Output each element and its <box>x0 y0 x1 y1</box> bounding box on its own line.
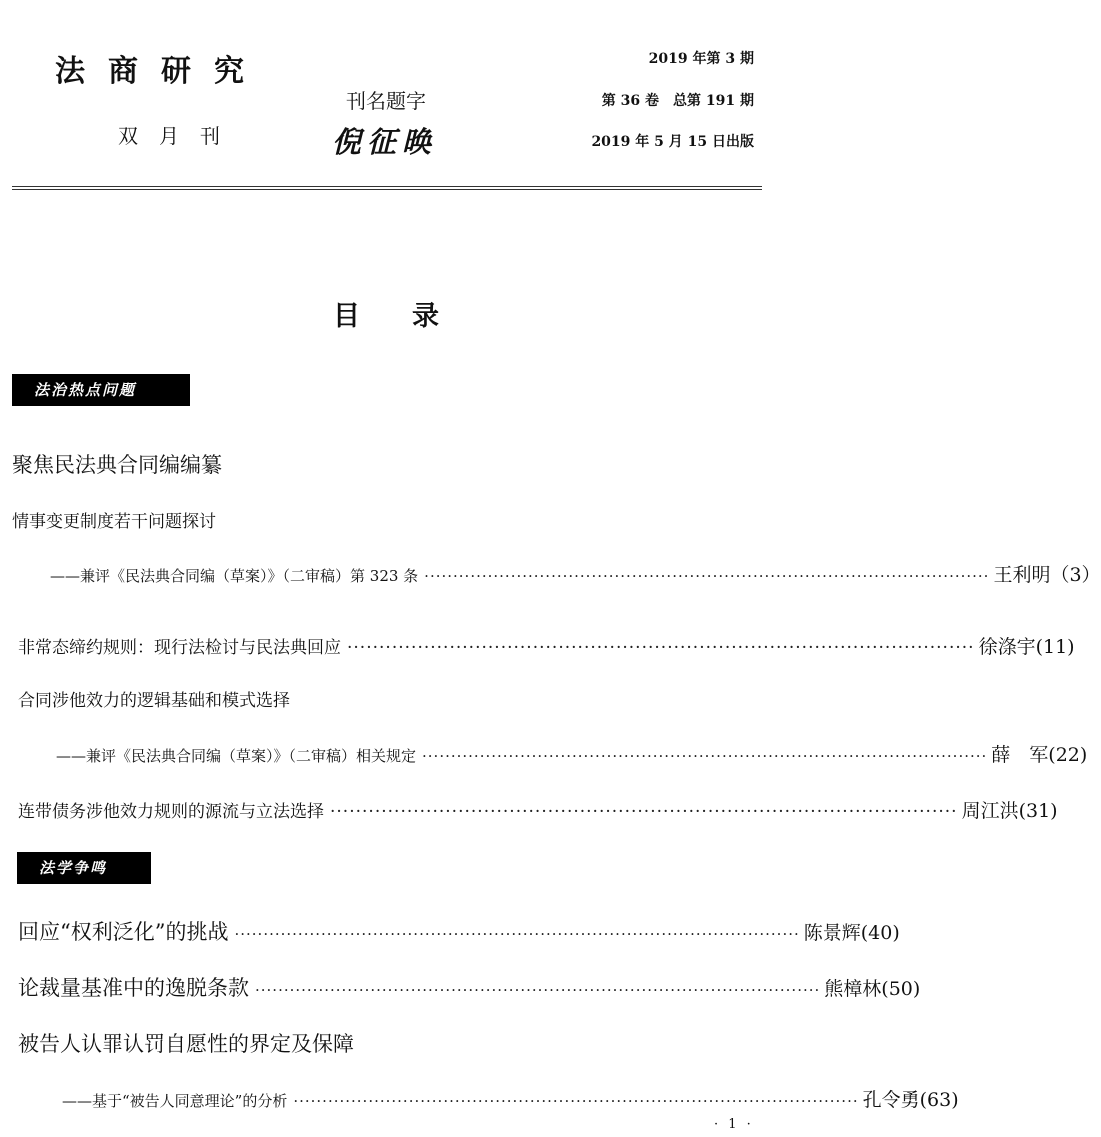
toc-entry[interactable] <box>50 560 1101 587</box>
page-number: · 1 · <box>714 1117 754 1132</box>
author-page: 周江洪(31) <box>961 800 1058 822</box>
toc-entry[interactable] <box>18 972 921 1002</box>
article-title: 回应“权利泛化”的挑战 <box>18 920 229 944</box>
article-title: 情事变更制度若干问题探讨 <box>12 512 216 532</box>
author-page: 王利明（3） <box>993 564 1101 586</box>
article-title: 被告人认罪认罚自愿性的界定及保障 <box>18 1032 354 1056</box>
author-page: 徐涤宇(11) <box>978 636 1075 658</box>
leader-dots: ·································································································· <box>330 802 958 822</box>
section-tag-hot-issues: 法治热点问题 <box>12 374 190 406</box>
author-page: 薛 军(22) <box>991 744 1088 766</box>
toc-entry[interactable] <box>18 632 1075 659</box>
masthead-rule-bottom <box>12 189 762 190</box>
volume-number: 第 36 卷 总第 191 期 <box>601 93 754 109</box>
article-subtitle: ——基于“被告人同意理论”的分析 <box>62 1092 288 1110</box>
toc-heading: 目录 <box>333 301 491 332</box>
article-title: 合同涉他效力的逻辑基础和模式选择 <box>18 691 290 711</box>
journal-name: 法商研究 <box>55 54 267 89</box>
article-subtitle: ——兼评《民法典合同编（草案）》（二审稿）相关规定 <box>56 747 417 765</box>
publish-date: 2019 年 5 月 15 日出版 <box>591 134 754 150</box>
toc-entry[interactable] <box>18 796 1058 823</box>
author-page: 孔令勇(63) <box>862 1089 959 1111</box>
article-title: 非常态缔约规则：现行法检讨与民法典回应 <box>18 638 341 658</box>
leader-dots: ·································································································· <box>422 747 988 765</box>
section-topic: 聚焦民法典合同编编纂 <box>12 453 222 477</box>
article-title: 连带债务涉他效力规则的源流与立法选择 <box>18 802 324 822</box>
toc-entry[interactable] <box>62 1085 959 1112</box>
toc-entry[interactable] <box>56 740 1088 767</box>
masthead-rule-top <box>12 186 762 187</box>
leader-dots: ·································································································· <box>293 1092 859 1110</box>
publication-frequency: 双月刊 <box>118 124 241 148</box>
article-subtitle: ——兼评《民法典合同编（草案）》（二审稿）第 323 条 <box>50 567 419 585</box>
issue-number: 2019 年第 3 期 <box>648 51 754 67</box>
author-page: 熊樟林(50) <box>824 978 921 1000</box>
article-title: 论裁量基准中的逸脱条款 <box>18 976 249 1000</box>
calligraphy-label: 刊名题字 <box>346 89 426 113</box>
leader-dots: ·································································································· <box>255 981 821 999</box>
leader-dots: ·································································································· <box>347 638 975 658</box>
leader-dots: ·································································································· <box>234 925 800 943</box>
toc-entry[interactable] <box>18 916 900 946</box>
section-tag-legal-debate: 法学争鸣 <box>17 852 151 884</box>
calligraphy-signature: 倪征㬇 <box>332 125 438 159</box>
leader-dots: ·································································································· <box>424 567 990 585</box>
author-page: 陈景辉(40) <box>803 922 900 944</box>
